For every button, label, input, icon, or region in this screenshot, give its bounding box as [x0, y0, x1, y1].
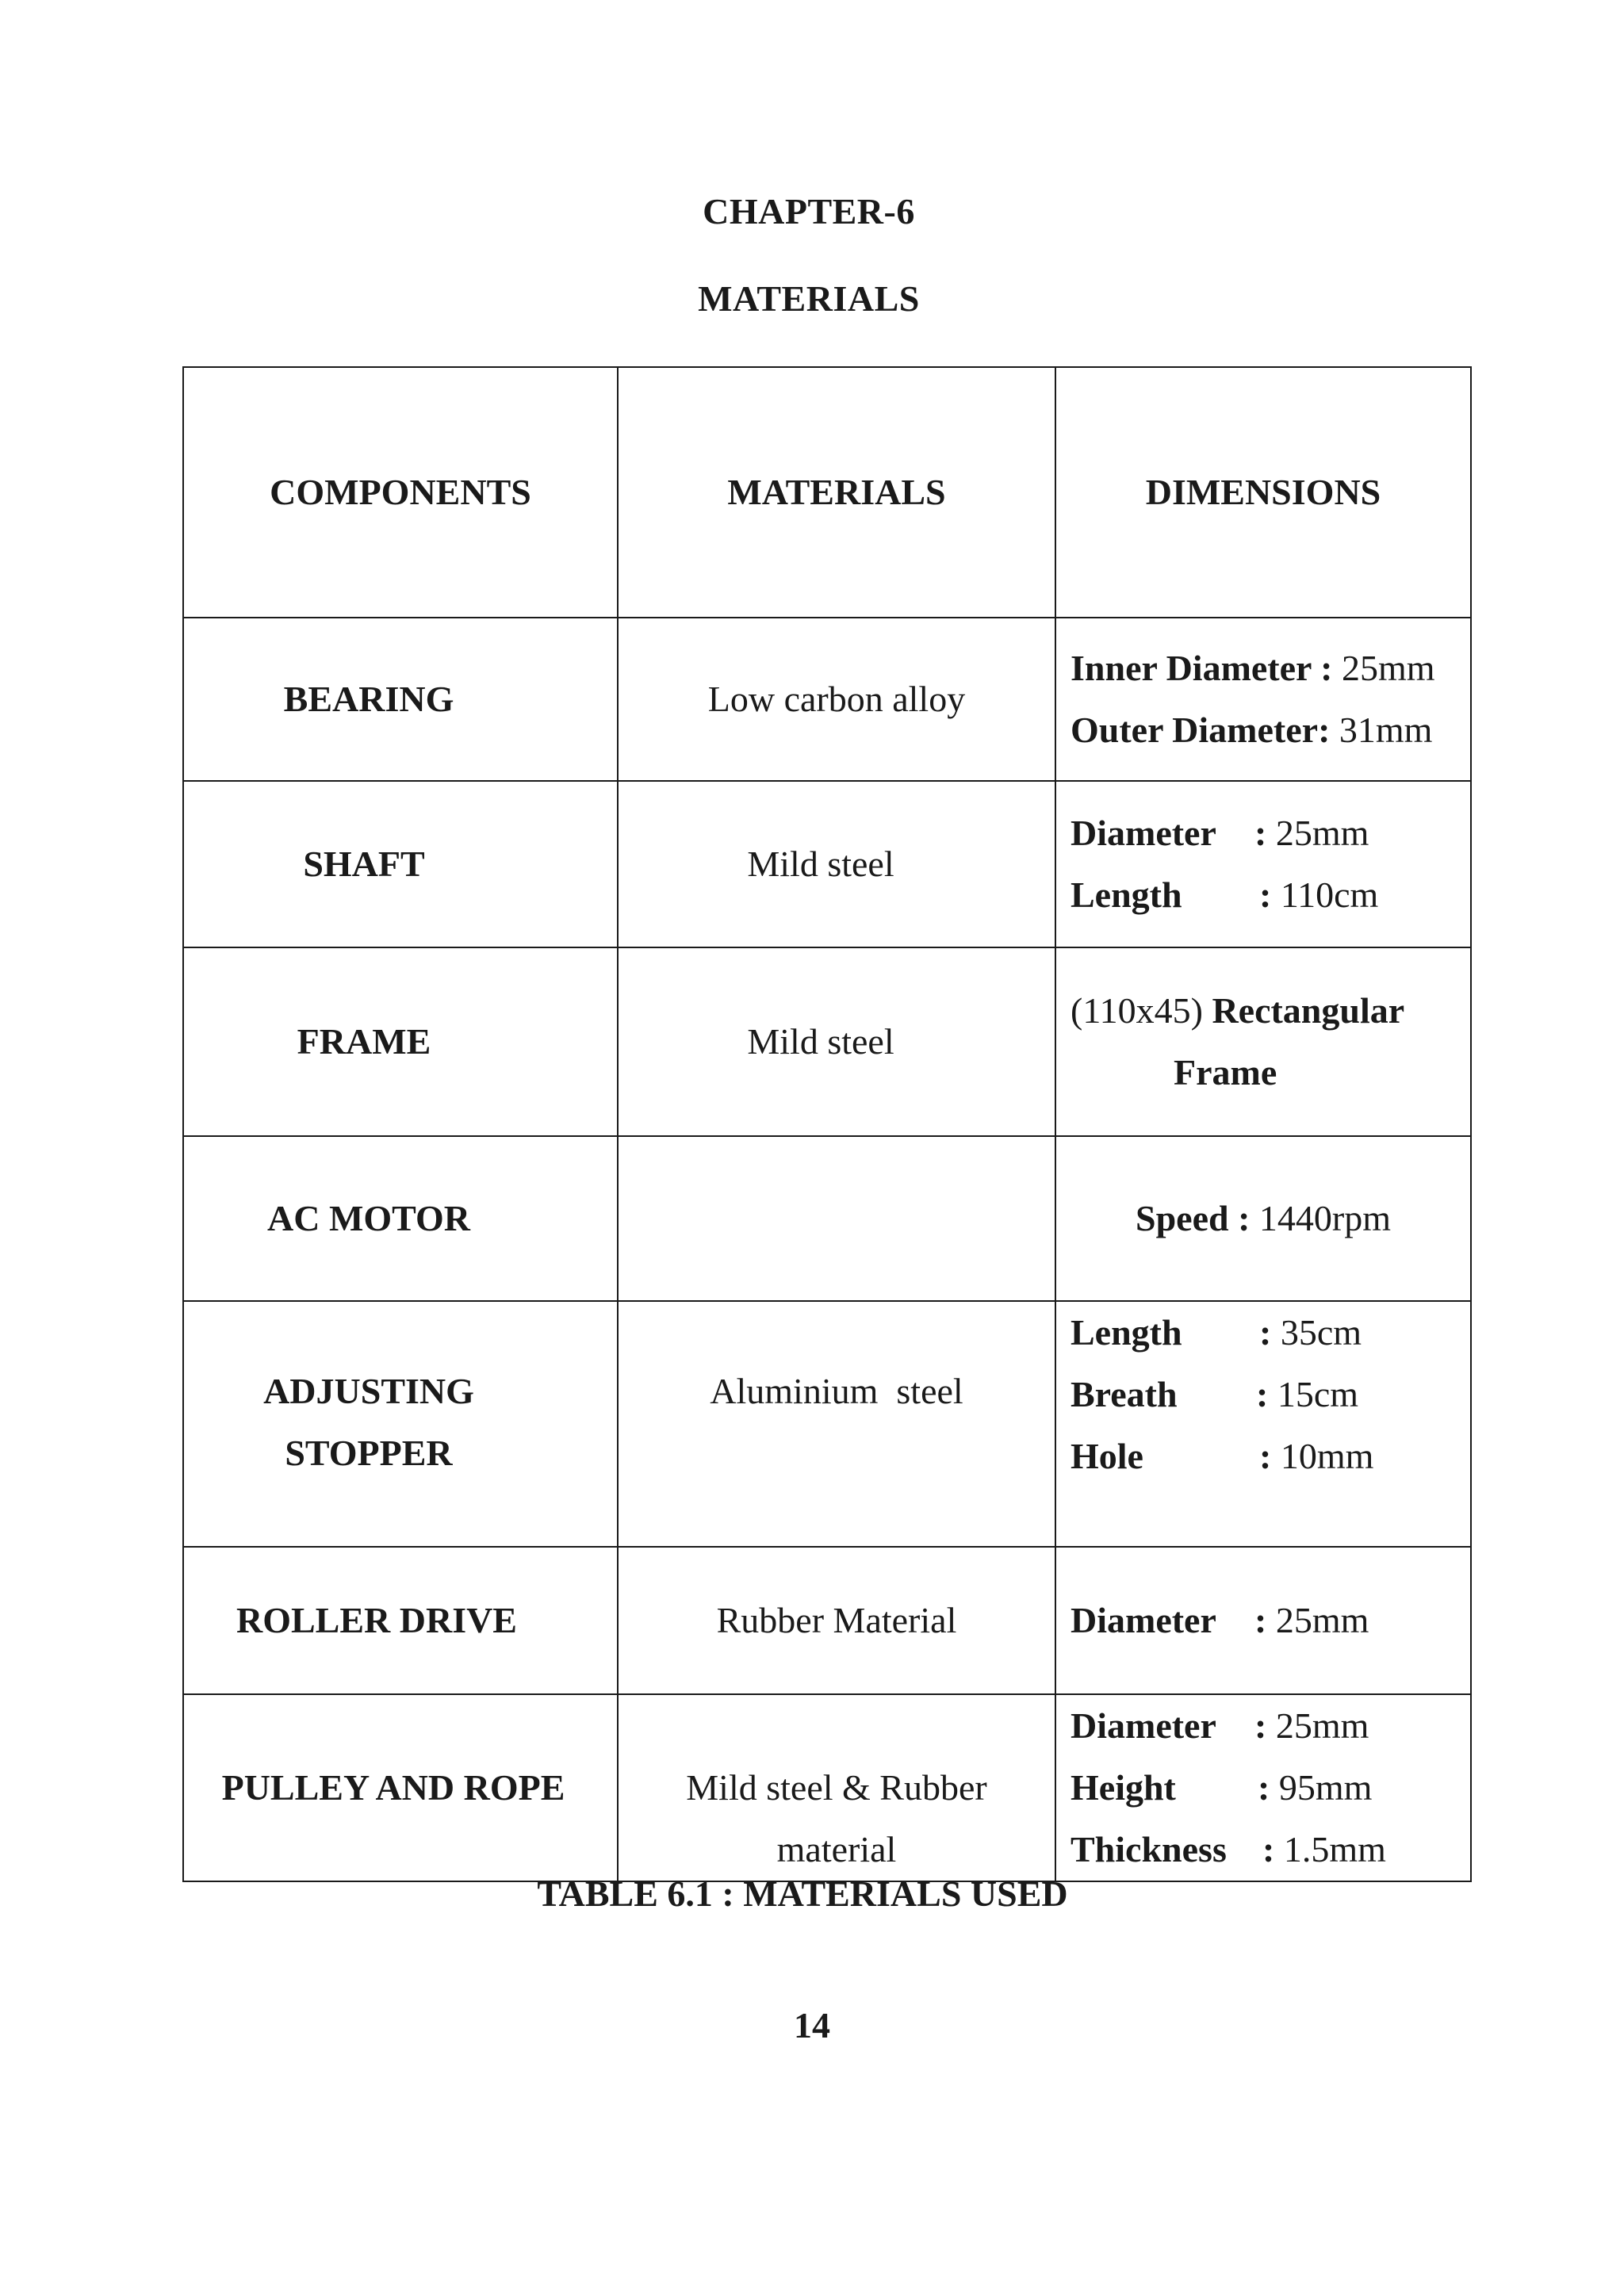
materials-table	[182, 366, 1472, 1882]
dimension-value: 1.5mm	[1274, 1829, 1386, 1869]
dimensions-cell	[1055, 1301, 1471, 1547]
dimension-value: 25mm	[1266, 1600, 1369, 1640]
header-components: COMPONENTS	[183, 367, 618, 618]
table-row	[183, 1694, 1471, 1881]
table-header-row	[183, 367, 1471, 618]
material-cell	[618, 1547, 1055, 1694]
dimension-key: Thickness	[1071, 1829, 1227, 1869]
dimension-line	[1071, 1364, 1470, 1425]
dimension-separator: :	[1254, 1600, 1267, 1640]
frame-label: Frame	[1174, 1052, 1277, 1093]
dimension-value: 110cm	[1271, 874, 1379, 915]
header-materials: MATERIALS	[618, 367, 1055, 618]
table-caption: TABLE 6.1 : MATERIALS USED	[537, 1873, 1068, 1914]
dimensions-cell	[1055, 618, 1471, 781]
dimension-key: Inner Diameter :	[1071, 648, 1333, 688]
material-name-line2: material	[776, 1829, 897, 1869]
dimension-key: Diameter	[1071, 1705, 1216, 1746]
material-cell	[618, 947, 1055, 1136]
dimension-separator: :	[1256, 1374, 1269, 1414]
dimension-key: Diameter	[1071, 813, 1216, 853]
material-name: Rubber Material	[716, 1600, 957, 1640]
frame-shape: Rectangular	[1202, 990, 1405, 1031]
dimension-value: 25mm	[1266, 813, 1369, 853]
dimension-key: Speed :	[1135, 1198, 1251, 1238]
dimension-line	[1071, 1590, 1470, 1651]
material-name: Aluminium steel	[710, 1371, 963, 1411]
dimension-value: 1440rpm	[1250, 1198, 1391, 1238]
component-cell	[183, 1547, 618, 1694]
dimension-value: 35cm	[1271, 1312, 1362, 1353]
component-name: BEARING	[283, 679, 454, 719]
frame-size: (110x45)	[1071, 990, 1203, 1031]
dimensions-cell	[1055, 1547, 1471, 1694]
component-cell	[183, 1694, 618, 1881]
dimension-line	[1071, 1819, 1470, 1881]
dimension-value: 25mm	[1266, 1705, 1369, 1746]
dimension-value: 25mm	[1332, 648, 1435, 688]
dimension-separator: :	[1259, 1436, 1272, 1476]
dimensions-cell	[1055, 781, 1471, 947]
dimension-separator: :	[1259, 874, 1272, 915]
component-name: SHAFT	[303, 844, 425, 884]
dimension-value: 10mm	[1271, 1436, 1374, 1476]
component-name-line2: STOPPER	[285, 1433, 453, 1473]
dimension-line	[1071, 980, 1470, 1042]
table-row	[183, 947, 1471, 1136]
dimension-line	[1071, 699, 1470, 761]
dimension-line	[1071, 637, 1470, 699]
dimension-line	[1071, 1757, 1470, 1819]
material-name: Mild steel & Rubber	[686, 1767, 987, 1808]
dimension-separator: :	[1254, 813, 1267, 853]
material-name: Low carbon alloy	[707, 679, 966, 719]
chapter-heading: CHAPTER-6	[703, 191, 915, 232]
dimension-line	[1056, 1188, 1470, 1249]
component-cell	[183, 618, 618, 781]
dimension-key: Diameter	[1071, 1600, 1216, 1640]
table-row	[183, 781, 1471, 947]
material-cell	[618, 618, 1055, 781]
table-row	[183, 1136, 1471, 1301]
material-cell	[618, 781, 1055, 947]
dimension-line	[1071, 1425, 1470, 1487]
component-cell	[183, 781, 618, 947]
component-name: FRAME	[297, 1021, 431, 1062]
component-name: PULLEY AND ROPE	[221, 1767, 565, 1808]
dimension-line	[1071, 1302, 1470, 1364]
dimension-key: Hole	[1071, 1436, 1143, 1476]
table-row	[183, 618, 1471, 781]
dimension-key: Outer Diameter:	[1071, 710, 1331, 750]
dimension-separator: :	[1258, 1767, 1270, 1808]
section-title: MATERIALS	[698, 278, 920, 319]
dimension-key: Length	[1071, 1312, 1182, 1353]
material-cell	[618, 1694, 1055, 1881]
component-cell	[183, 947, 618, 1136]
dimensions-cell	[1055, 1694, 1471, 1881]
dimension-value: 31mm	[1330, 710, 1433, 750]
dimensions-cell	[1055, 1136, 1471, 1301]
dimension-key: Length	[1071, 874, 1182, 915]
dimension-line	[1071, 1695, 1470, 1757]
material-name: Mild steel	[747, 1021, 894, 1062]
dimension-value: 15cm	[1268, 1374, 1359, 1414]
dimensions-cell	[1055, 947, 1471, 1136]
dimension-line	[1071, 802, 1470, 864]
dimension-separator: :	[1259, 1312, 1272, 1353]
page-number: 14	[794, 2005, 830, 2045]
dimension-separator: :	[1262, 1829, 1275, 1869]
header-dimensions: DIMENSIONS	[1055, 367, 1471, 618]
table-row	[183, 1547, 1471, 1694]
dimension-key: Height	[1071, 1767, 1176, 1808]
material-cell	[618, 1136, 1055, 1301]
material-cell	[618, 1301, 1055, 1547]
component-cell	[183, 1301, 618, 1547]
dimension-separator: :	[1254, 1705, 1267, 1746]
dimension-line	[1071, 864, 1470, 926]
table-row	[183, 1301, 1471, 1547]
dimension-value: 95mm	[1270, 1767, 1373, 1808]
component-name: ROLLER DRIVE	[236, 1600, 517, 1640]
component-name: AC MOTOR	[267, 1198, 470, 1238]
component-cell	[183, 1136, 618, 1301]
dimension-line	[1071, 1042, 1470, 1104]
dimension-key: Breath	[1071, 1374, 1178, 1414]
component-name: ADJUSTING	[263, 1371, 474, 1411]
material-name: Mild steel	[747, 844, 894, 884]
